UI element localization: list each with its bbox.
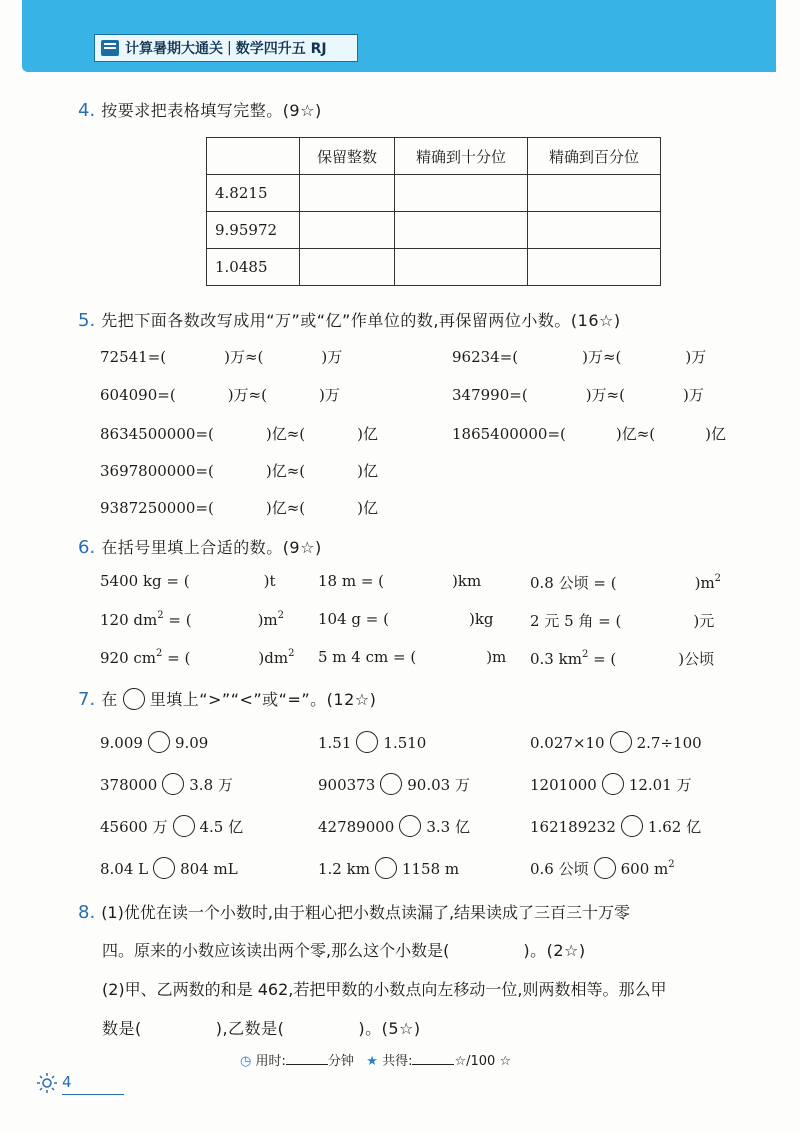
table-header: 精确到十分位 [395,138,528,175]
answer-cell[interactable] [395,249,528,286]
question-8-line-2: 四。原来的小数应该读出两个零,那么这个小数是( )。(2☆) [102,941,586,960]
q6-item: 0.3 $km^2$ = ( )公顷 [530,649,715,668]
compare-item: 0.6 公顷 600 $m^2$ [530,859,675,878]
q5-item: 3697800000=( )亿≈( )亿 [100,462,378,480]
compare-circle[interactable] [380,773,402,795]
answer-cell[interactable] [528,212,661,249]
answer-cell[interactable] [300,249,395,286]
question-7-title: 7. 在 里填上“>”“<”或“=”。(12☆) [78,689,377,710]
q5-item: 347990=( )万≈( )万 [452,386,704,404]
compare-circle[interactable] [621,815,643,837]
compare-circle[interactable] [610,731,632,753]
question-5-title [78,308,621,331]
answer-cell[interactable] [528,175,661,212]
compare-item: 1201000 12.01 万 [530,773,692,795]
question-8-line-1: 8. (1)优优在读一个小数时,由于粗心把小数点读漏了,结果读成了三百三十万零 [78,902,631,923]
compare-item: 1.51 1.510 [318,731,426,753]
question-5-text: 先把下面各数改写成用“万”或“亿”作单位的数,再保留两位小数。(16☆) [101,311,621,330]
page-number: 4 [62,1073,72,1091]
compare-circle[interactable] [594,857,616,879]
header-series: 计算暑期大通关 [125,41,223,57]
question-8-number: 8. [78,902,96,923]
compare-circle[interactable] [162,773,184,795]
table-row-number: 9.95972 [207,212,300,249]
footer-stats: ◷ 用时: 分钟 ★ 共得: ☆/100 ☆ [240,1054,512,1069]
compare-circle[interactable] [356,731,378,753]
q6-item: 120 $dm^2$ = ( )$m^2$ [100,610,285,629]
answer-cell[interactable] [300,175,395,212]
star-icon: ★ [366,1054,378,1069]
q5-item: 96234=( )万≈( )万 [452,348,707,366]
header-separator: | [227,40,232,56]
answer-cell[interactable] [395,212,528,249]
answer-cell[interactable] [528,249,661,286]
q5-item: 72541=( )万≈( )万 [100,348,343,366]
compare-item: 42789000 3.3 亿 [318,815,470,837]
clock-icon: ◷ [240,1054,252,1069]
q5-item: 8634500000=( )亿≈( )亿 [100,425,378,443]
q6-item: 104 g = ( )kg [318,610,494,628]
question-6-number: 6. [78,537,96,558]
page-number-underline [62,1094,124,1095]
compare-item: 162189232 1.62 亿 [530,815,701,837]
compare-circle[interactable] [375,857,397,879]
q6-item: 2 元 5 角 = ( )元 [530,612,715,630]
compare-circle[interactable] [602,773,624,795]
q6-item: 18 m = ( )km [318,572,482,590]
book-icon [101,40,119,56]
circle-icon [123,688,145,710]
q5-item: 604090=( )万≈( )万 [100,386,340,404]
rounding-table [206,137,661,286]
compare-item: 900373 90.03 万 [318,773,470,795]
header-banner [22,0,776,72]
question-6-text: 在括号里填上合适的数。(9☆) [101,538,322,557]
q6-item: 920 $cm^2$ = ( )$dm^2$ [100,648,295,667]
question-4-text: 按要求把表格填写完整。(9☆) [101,101,322,120]
compare-item: 45600 万 4.5 亿 [100,815,243,837]
question-8-line-3: (2)甲、乙两数的和是 462,若把甲数的小数点向左移动一位,则两数相等。那么甲 [102,980,667,999]
compare-circle[interactable] [153,857,175,879]
question-5-number: 5. [78,310,96,331]
answer-cell[interactable] [300,212,395,249]
table-row-number: 1.0485 [207,249,300,286]
table-corner-cell [207,138,300,175]
q5-item: 9387250000=( )亿≈( )亿 [100,499,378,517]
compare-item: 1.2 km 1158 m [318,857,459,879]
compare-circle[interactable] [399,815,421,837]
compare-item: 9.009 9.09 [100,731,208,753]
question-4-number: 4. [78,100,96,121]
header-subject: 数学四升五 RJ [235,41,327,57]
question-8-line-4: 数是( ),乙数是( )。(5☆) [102,1019,421,1038]
table-header: 保留整数 [300,138,395,175]
compare-item: 378000 3.8 万 [100,773,233,795]
header-title-box [94,34,358,62]
star-outline-icon: ☆ [499,1054,512,1069]
question-4-title [78,98,322,121]
score-blank[interactable] [412,1064,454,1065]
table-header: 精确到百分位 [528,138,661,175]
q6-item: 0.8 公顷 = ( )$m^2$ [530,573,722,592]
compare-circle[interactable] [173,815,195,837]
question-6-title [78,535,322,558]
sun-icon [36,1072,58,1094]
table-row-number: 4.8215 [207,175,300,212]
q6-item: 5 m 4 cm = ( )m [318,648,507,666]
q6-item: 5400 kg = ( )t [100,572,276,590]
question-7-text: 里填上“>”“<”或“=”。(12☆) [149,690,377,709]
compare-circle[interactable] [148,731,170,753]
compare-item: 0.027×10 2.7÷100 [530,731,702,753]
time-blank[interactable] [286,1064,328,1065]
q5-item: 1865400000=( )亿≈( )亿 [452,425,726,443]
compare-item: 8.04 L 804 mL [100,857,238,879]
answer-cell[interactable] [395,175,528,212]
question-7-number: 7. [78,689,96,710]
